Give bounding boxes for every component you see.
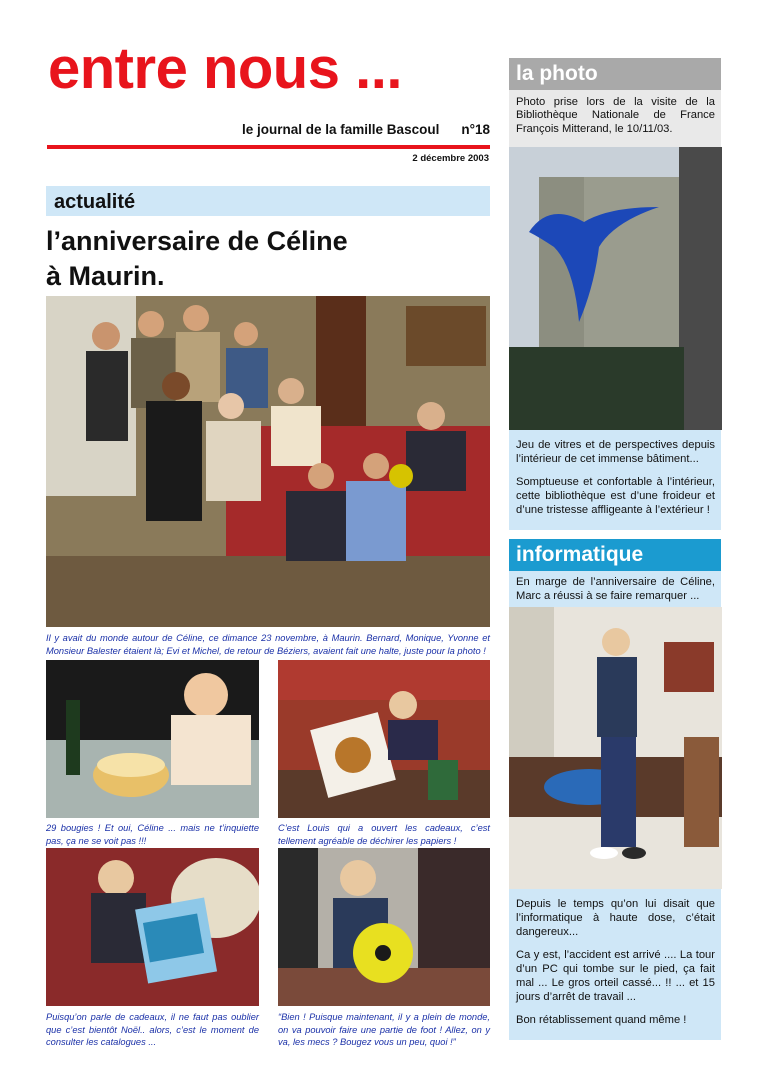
catalogue-photo (46, 848, 259, 1006)
article-headline (46, 224, 490, 294)
section-title: informatique (516, 543, 644, 566)
la-photo-paragraph-1: Jeu de vitres et de perspectives depuis l’intérieur de cet immense bâtiment... (516, 439, 715, 465)
masthead-title: entre nous ... (48, 36, 402, 101)
headline-line-1: l’anniversaire de Céline (46, 226, 348, 256)
informatique-text-box (509, 889, 721, 1040)
marc-photo (509, 607, 722, 889)
section-header-actualite (46, 186, 490, 216)
masthead-divider (47, 145, 490, 149)
issue-number: n°18 (461, 122, 490, 137)
la-photo-intro-box (509, 90, 721, 147)
group-photo (46, 296, 490, 627)
library-photo (509, 147, 722, 430)
section-header-informatique (509, 539, 721, 571)
catalogue-caption: Puisqu’on parle de cadeaux, il ne faut pas oublier que c’est bientôt Noël.. alors, c’est le moment de consulter les catalogues ... (46, 1012, 259, 1048)
section-header-la-photo (509, 58, 721, 90)
informatique-intro: En marge de l’anniversaire de Céline, Marc a réussi à se faire remarquer ... (516, 576, 715, 602)
cake-caption: 29 bougies ! Et oui, Céline ... mais ne t’inquiette pas, ça ne se voit pas !!! (46, 823, 259, 846)
football-caption: “Bien ! Puisque maintenant, il y a plein de monde, on va pouvoir faire une partie de foot ! Allez, on y va, les mecs ? Bougez vous un peu, quoi !” (278, 1012, 490, 1048)
headline-line-2: à Maurin. (46, 261, 165, 292)
informatique-paragraph-3: Bon rétablissement quand même ! (516, 1014, 687, 1026)
informatique-paragraph-2: Ca y est, l’accident est arrivé .... La tour d’un PC qui tombe sur le pied, ça fait mal ... Le gros orteil cassé... !! ... et 15 jours d’arrêt de travail ... (516, 949, 715, 1003)
gifts-caption: C’est Louis qui a ouvert les cadeaux, c’est tellement agréable de déchirer les papiers ! (278, 823, 490, 846)
journal-name: le journal de la famille Bascoul (242, 122, 440, 137)
issue-date: 2 décembre 2003 (412, 153, 489, 164)
informatique-paragraph-1: Depuis le temps qu’on lui disait que l’informatique à haute dose, c’était dangereux... (516, 898, 715, 938)
section-title: la photo (516, 62, 598, 85)
la-photo-paragraph-2: Somptueuse et confortable à l’intérieur, cette bibliothèque est d’une froideur et d’une tristesse affligeante à l’extérieur ! (516, 476, 715, 516)
football-photo (278, 848, 490, 1006)
section-title: actualité (54, 191, 136, 213)
la-photo-intro: Photo prise lors de la visite de la Bibliothèque Nationale de France François Mitterand, le 10/11/03. (516, 96, 715, 135)
group-photo-caption: Il y avait du monde autour de Céline, ce dimance 23 novembre, à Maurin. Bernard, Monique, Yvonne et Monsieur Balester étaient là; Evi et Michel, de retour de Béziers, avaient fait une halte, juste pour la photo ! (46, 633, 490, 656)
gift-opening-photo (278, 660, 490, 818)
masthead-subtitle (200, 122, 490, 137)
informatique-intro-box (509, 571, 721, 607)
la-photo-text-box (509, 430, 721, 530)
birthday-cake-photo (46, 660, 259, 818)
